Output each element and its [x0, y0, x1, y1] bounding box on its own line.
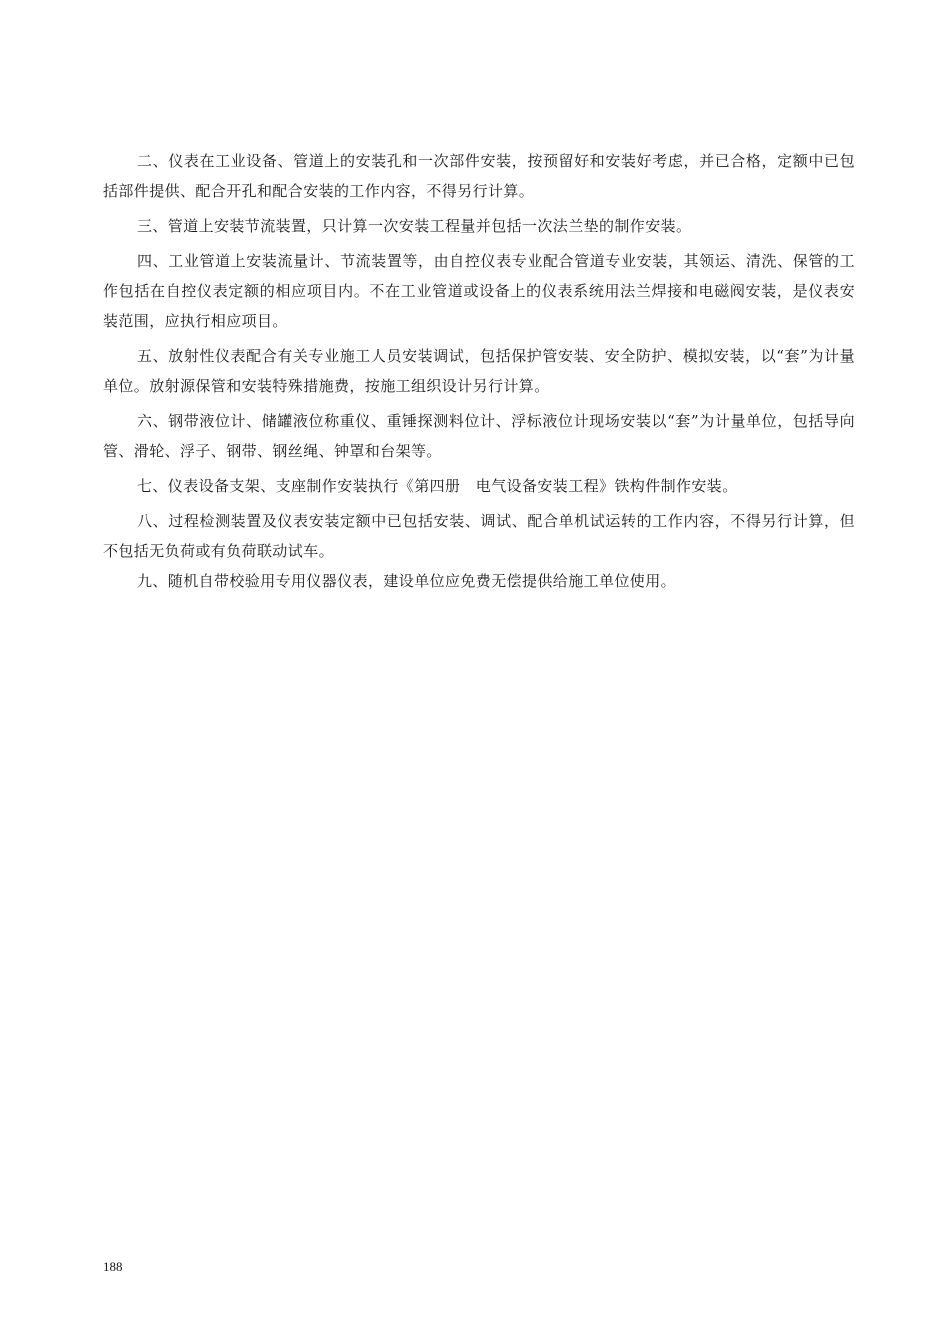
page-body: [103, 146, 855, 601]
paragraph-item-5: 五、放射性仪表配合有关专业施工人员安装调试，包括保护管安装、安全防护、模拟安装，以“套”为计量单位。放射源保管和安装特殊措施费，按施工组织设计另行计算。: [103, 347, 855, 395]
paragraph-item-2: 二、仪表在工业设备、管道上的安装孔和一次部件安装，按预留好和安装好考虑，并已合格，定额中已包括部件提供、配合开孔和配合安装的工作内容，不得另行计算。: [103, 152, 855, 200]
paragraph-item-4: 四、工业管道上安装流量计、节流装置等，由自控仪表专业配合管道专业安装，其领运、清洗、保管的工作包括在自控仪表定额的相应项目内。不在工业管道或设备上的仪表系统用法兰焊接和电磁阀安装，是仪表安装范围，应执行相应项目。: [103, 252, 855, 330]
page-number: 188: [103, 1259, 123, 1274]
paragraph-item-6: 六、钢带液位计、储罐液位称重仪、重锤探测料位计、浮标液位计现场安装以“套”为计量单位，包括导向管、滑轮、浮子、钢带、钢丝绳、钟罩和台架等。: [103, 412, 855, 460]
paragraph-item-9: 九、随机自带校验用专用仪器仪表，建设单位应免费无偿提供给施工单位使用。: [137, 572, 677, 590]
paragraph-item-3: 三、管道上安装节流装置，只计算一次安装工程量并包括一次法兰垫的制作安装。: [137, 217, 692, 235]
paragraph-item-8: 八、过程检测装置及仪表安装定额中已包括安装、调试、配合单机试运转的工作内容，不得另行计算，但不包括无负荷或有负荷联动试车。: [103, 512, 855, 560]
paragraph-item-7: 七、仪表设备支架、支座制作安装执行《第四册 电气设备安装工程》铁构件制作安装。: [137, 477, 738, 495]
